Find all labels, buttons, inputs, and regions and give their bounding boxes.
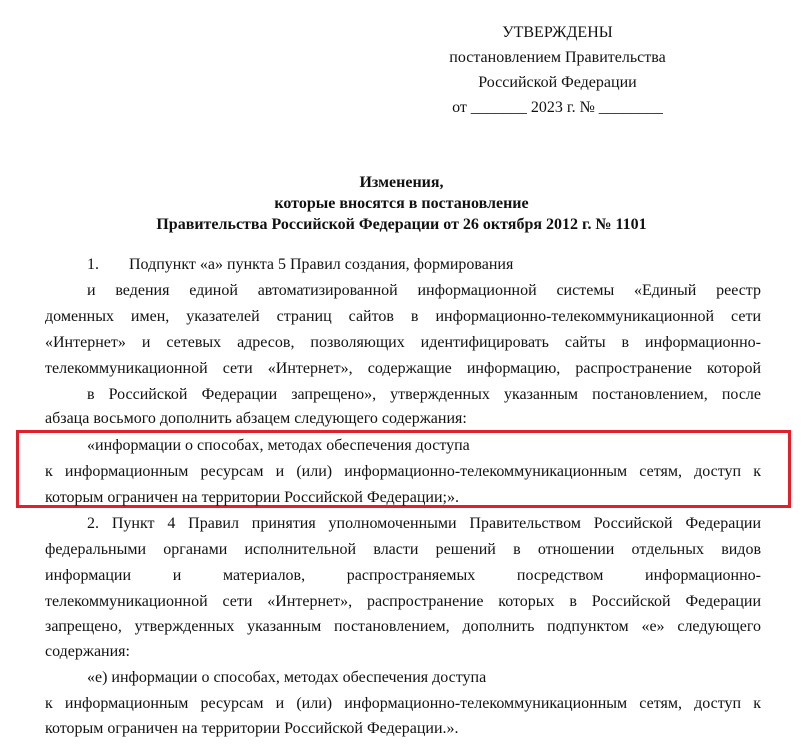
- quote2-line: «е) информации о способах, методах обеспечения доступа: [87, 669, 487, 686]
- item2-line: федеральными органами исполнительной власти решений в отношении отдельных видов: [45, 541, 761, 558]
- item1-line: в Российской Федерации запрещено», утвержденных указанным постановлением, после: [87, 386, 761, 403]
- item2-line: информации и материалов, распространяемых посредством информационно-: [45, 567, 761, 584]
- item1-line: абзаца восьмого дополнить абзацем следующего содержания:: [45, 410, 467, 427]
- heading-line: Правительства Российской Федерации от 26 октября 2012 г. № 1101: [156, 216, 647, 233]
- approval-line: Российской Федерации: [478, 74, 637, 91]
- heading-line: Изменения,: [359, 174, 444, 191]
- approval-line: постановлением Правительства: [449, 49, 666, 66]
- item1-line: доменных имен, указателей страниц сайтов в информационно-телекоммуникационной сети: [45, 308, 761, 325]
- quote2-line: которым ограничен на территории Российской Федерации.».: [45, 720, 459, 737]
- heading-line: которые вносятся в постановление: [274, 195, 529, 212]
- quote1-line: к информационным ресурсам и (или) информационно-телекоммуникационным сетям, доступ к: [45, 463, 761, 480]
- item1-line: и ведения единой автоматизированной информационной системы «Единый реестр: [87, 282, 761, 299]
- item2-line: содержания:: [45, 643, 130, 660]
- item2-line: 2. Пункт 4 Правил принятия уполномоченными Правительством Российской Федерации: [87, 515, 761, 532]
- quote2-line: к информационным ресурсам и (или) информационно-телекоммуникационным сетям, доступ к: [45, 695, 761, 712]
- quote1-line: которым ограничен на территории Российской Федерации;».: [45, 489, 459, 506]
- approval-date-line: от _______ 2023 г. № ________: [452, 99, 663, 116]
- approval-title: УТВЕРЖДЕНЫ: [502, 24, 613, 41]
- approval-block: [0, 20, 803, 120]
- item1-line: «Интернет» и сетевых адресов, позволяющих идентифицировать сайты в информационно-: [45, 334, 761, 351]
- item1-line: телекоммуникационной сети «Интернет», содержащие информацию, распространение которой: [45, 360, 761, 377]
- item2-line: телекоммуникационной сети «Интернет», распространение которых в Российской Федерации: [45, 593, 761, 610]
- item1-number: 1.: [87, 256, 99, 273]
- document-heading: [0, 172, 803, 235]
- quote1-line: «информации о способах, методах обеспечения доступа: [87, 437, 470, 454]
- item2-line: запрещено, утвержденных указанным постановлением, дополнить подпунктом «е» следующего: [45, 618, 761, 635]
- item1-line: Подпункт «а» пункта 5 Правил создания, формирования: [129, 256, 514, 273]
